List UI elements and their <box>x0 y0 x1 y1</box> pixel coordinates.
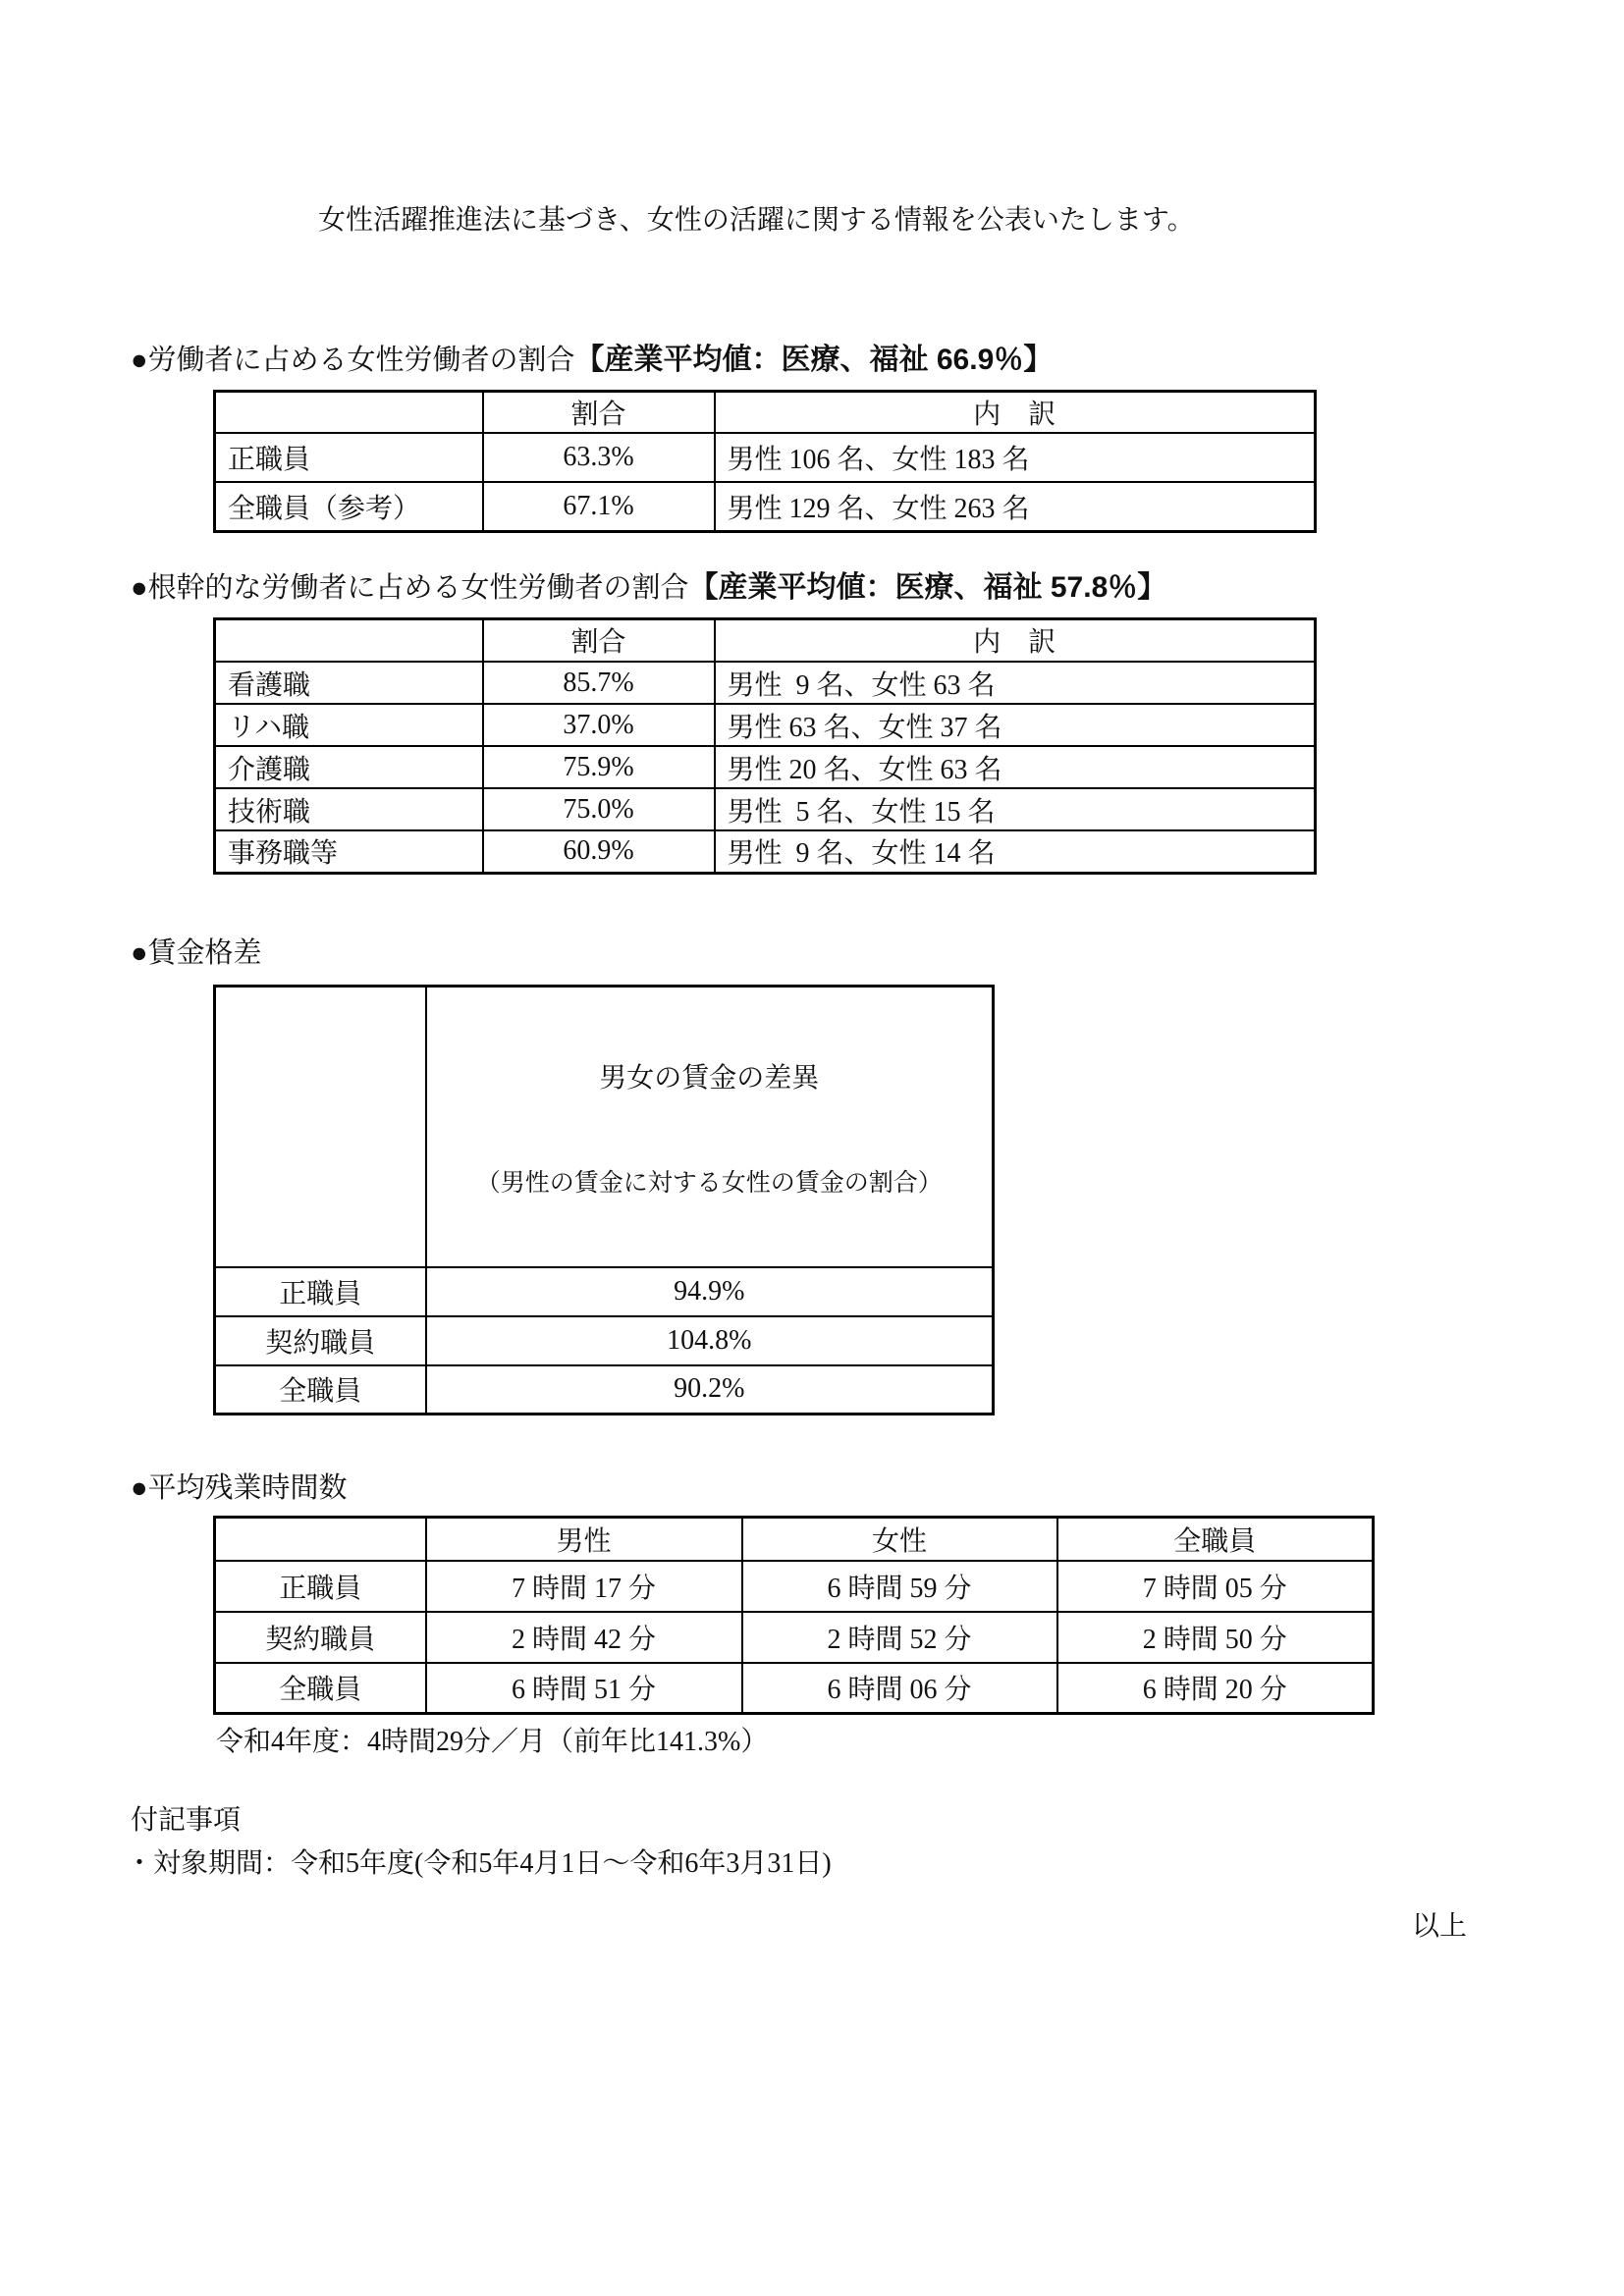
female-column-header: 女性 <box>742 1518 1057 1561</box>
male-column-header: 男性 <box>426 1518 742 1561</box>
empty-header-cell <box>215 1518 426 1561</box>
female-worker-ratio-table <box>213 390 1317 533</box>
table-row <box>215 788 1316 830</box>
section3-heading-text: ●賃金格差 <box>131 936 262 969</box>
table-row <box>215 482 1316 531</box>
overtime-previous-year-note: 令和4年度：4時間29分／月（前年比141.3%） <box>216 1727 769 1757</box>
male-overtime-value: 2 時間 42 分 <box>426 1612 742 1663</box>
breakdown-value: 男性 63 名、女性 37 名 <box>715 704 1316 746</box>
section3-heading <box>131 932 1624 975</box>
all-overtime-value: 6 時間 20 分 <box>1057 1663 1374 1714</box>
breakdown-column-header: 内 訳 <box>715 392 1316 434</box>
all-staff-column-header: 全職員 <box>1057 1518 1374 1561</box>
ratio-value: 67.1% <box>483 482 715 531</box>
section2-benchmark-text: 【産業平均値：医療、福祉 57.8％】 <box>688 570 1167 604</box>
row-label: 正職員 <box>215 1561 426 1612</box>
table-row <box>215 746 1316 788</box>
row-label: 正職員 <box>215 433 483 482</box>
ratio-column-header: 割合 <box>483 618 715 662</box>
row-label: 介護職 <box>215 746 483 788</box>
all-overtime-value: 2 時間 50 分 <box>1057 1612 1374 1663</box>
row-label: 全職員 <box>215 1365 426 1415</box>
average-overtime-table <box>213 1516 1375 1715</box>
all-overtime-value: 7 時間 05 分 <box>1057 1561 1374 1612</box>
male-overtime-value: 7 時間 17 分 <box>426 1561 742 1612</box>
table-row <box>215 1561 1374 1612</box>
ratio-column-header: 割合 <box>483 392 715 434</box>
male-overtime-value: 6 時間 51 分 <box>426 1663 742 1714</box>
ratio-value: 85.7% <box>483 662 715 704</box>
section1-heading-text: ●労働者に占める女性労働者の割合 <box>131 345 575 376</box>
wage-gap-header-title: 男女の賃金の差異 <box>599 1062 820 1094</box>
ratio-value: 60.9% <box>483 830 715 873</box>
wage-gap-header-subtitle: （男性の賃金に対する女性の賃金の割合） <box>475 1169 943 1197</box>
table-row <box>215 1365 994 1415</box>
row-label: 全職員（参考） <box>215 482 483 531</box>
ratio-value: 63.3% <box>483 433 715 482</box>
section2-heading <box>131 566 1624 610</box>
table-row <box>215 704 1316 746</box>
row-label: 事務職等 <box>215 830 483 873</box>
table-row <box>215 1663 1374 1714</box>
breakdown-value: 男性 20 名、女性 63 名 <box>715 746 1316 788</box>
closing-text: 以上 <box>1411 1911 1467 1942</box>
female-overtime-value: 6 時間 06 分 <box>742 1663 1057 1714</box>
table-row <box>215 1612 1374 1663</box>
female-overtime-value: 2 時間 52 分 <box>742 1612 1057 1663</box>
wage-gap-value: 90.2% <box>426 1365 994 1415</box>
empty-header-cell <box>215 986 426 1267</box>
row-label: 全職員 <box>215 1663 426 1714</box>
table-row <box>215 1316 994 1365</box>
breakdown-value: 男性 106 名、女性 183 名 <box>715 433 1316 482</box>
row-label: 技術職 <box>215 788 483 830</box>
ratio-value: 75.0% <box>483 788 715 830</box>
table-row <box>215 1267 994 1316</box>
wage-gap-value: 94.9% <box>426 1267 994 1316</box>
intro-text: 女性活躍推進法に基づき、女性の活躍に関する情報を公表いたします。 <box>318 205 1195 236</box>
row-label: リハ職 <box>215 704 483 746</box>
row-label: 看護職 <box>215 662 483 704</box>
breakdown-value: 男性 9 名、女性 63 名 <box>715 662 1316 704</box>
section4-heading-text: ●平均残業時間数 <box>131 1472 348 1504</box>
ratio-value: 37.0% <box>483 704 715 746</box>
wage-gap-table <box>213 985 995 1416</box>
breakdown-value: 男性 9 名、女性 14 名 <box>715 830 1316 873</box>
wage-gap-value: 104.8% <box>426 1316 994 1365</box>
section4-heading <box>131 1467 1624 1510</box>
core-worker-ratio-table <box>213 617 1317 875</box>
table-header-row <box>215 986 994 1267</box>
female-overtime-value: 6 時間 59 分 <box>742 1561 1057 1612</box>
empty-header-cell <box>215 618 483 662</box>
row-label: 契約職員 <box>215 1612 426 1663</box>
table-row <box>215 662 1316 704</box>
empty-header-cell <box>215 392 483 434</box>
ratio-value: 75.9% <box>483 746 715 788</box>
section1-benchmark-text: 【産業平均値：医療、福祉 66.9％】 <box>574 344 1054 376</box>
section1-heading <box>131 339 1624 382</box>
table-row <box>215 433 1316 482</box>
row-label: 契約職員 <box>215 1316 426 1365</box>
breakdown-column-header: 内 訳 <box>715 618 1316 662</box>
wage-gap-column-header <box>426 986 994 1267</box>
appendix-target-period: ・対象期間：令和5年度(令和5年4月1日～令和6年3月31日) <box>126 1848 832 1879</box>
breakdown-value: 男性 5 名、女性 15 名 <box>715 788 1316 830</box>
section2-heading-text: ●根幹的な労働者に占める女性労働者の割合 <box>131 571 689 604</box>
row-label: 正職員 <box>215 1267 426 1316</box>
table-header-row <box>215 392 1316 434</box>
table-header-row <box>215 618 1316 662</box>
appendix-title: 付記事項 <box>131 1805 242 1836</box>
breakdown-value: 男性 129 名、女性 263 名 <box>715 482 1316 531</box>
table-row <box>215 830 1316 873</box>
table-header-row <box>215 1518 1374 1561</box>
